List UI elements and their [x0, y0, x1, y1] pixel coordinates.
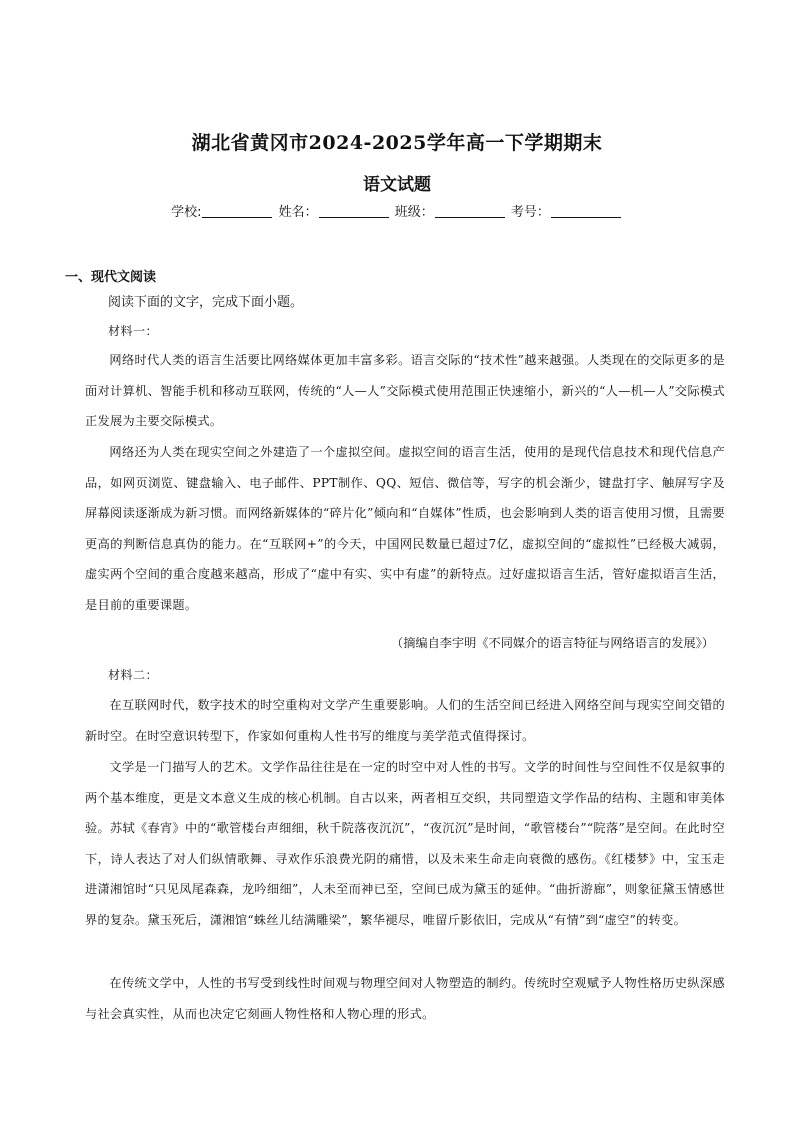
section-heading: 一、现代文阅读 — [65, 270, 157, 285]
name-blank[interactable] — [319, 217, 389, 218]
class-blank[interactable] — [435, 217, 505, 218]
school-label: 学校: — [171, 205, 202, 220]
school-blank[interactable] — [202, 217, 272, 218]
section-instruction: 阅读下面的文字，完成下面小题。 — [108, 295, 304, 310]
material-2-label: 材料二： — [108, 668, 159, 682]
number-blank[interactable] — [551, 217, 621, 218]
student-info-line — [0, 201, 794, 220]
material-2-paragraph-1: 在互联网时代，数字技术的时空重构对文学产生重要影响。人们的生活空间已经进入网络空间与现实空间交错的新时空。在时空意识转型下，作家如何重构人性书写的维度与美学范式值得探讨。 — [85, 698, 725, 743]
number-label: 考号： — [510, 205, 550, 220]
material-2-paragraph-2: 文学是一门描写人的艺术。文学作品往往是在一定的时空中对人性的书写。文学的时间性与空间性不仅是叙事的两个基本维度，更是文本意义生成的核心机制。自古以来，两者相互交织，共同塑造文学作品的结构、主题和审美体验。苏轼《春宵》中的“歌管楼台声细细，秋千院落夜沉沉”，“夜沉沉”是时间，“歌管楼台”“院落”是空间。在此时空下，诗人表达了对人们纵情歌舞、寻欢作乐浪费光阴的痛惜，以及未来生命走向衰微的感伤。《红楼梦》中，宝玉走进潇湘馆时“只见凤尾森森，龙吟细细”，人未至而神已至，空间已成为黛玉的延伸。“曲折游廊”，则象征黛玉情感世界的复杂。黛玉死后，潇湘馆“蛛丝儿结满雕梁”，繁华褪尽，唯留斤影依旧，完成从“有情”到“虚空”的转变。 — [85, 760, 725, 927]
name-label: 姓名： — [278, 205, 318, 220]
material-1-paragraph-2: 网络还为人类在现实空间之外建造了一个虚拟空间。虚拟空间的语言生活，使用的是现代信息技术和现代信息产品，如网页浏览、键盘输入、电子邮件、PPT制作、QQ、短信、微信等，写字的机会渐少，键盘打字、触屏写字及屏幕阅读逐渐成为新习惯。而网络新媒体的“碎片化”倾向和“自媒体”性质，也会影响到人类的语言使用习惯，且需要更高的判断信息真伪的能力。在“互联网+”的今天，中国网民数量已超过7亿，虚拟空间的“虚拟性”已经极大减弱，虚实两个空间的重合度越来越高，形成了“虚中有实、实中有虚”的新特点。过好虚拟语言生活，管好虚拟语言生活，是目前的重要课题。 — [85, 445, 725, 612]
exam-title: 湖北省黄冈市2024-2025学年高一下学期期末 — [191, 132, 603, 154]
material-1-paragraph-1: 网络时代人类的语言生活要比网络媒体更加丰富多彩。语言交际的“技术性”越来越强。人类现在的交际更多的是面对计算机、智能手机和移动互联网，传统的“人—人”交际模式使用范围正快速缩小，新兴的“人—机—人”交际模式正发展为主要交际模式。 — [85, 353, 725, 428]
material-1-citation: （摘编自李宇明《不同媒介的语言特征与网络语言的发展》） — [391, 636, 714, 650]
exam-subtitle: 语文试题 — [363, 175, 431, 195]
material-2-paragraph-3: 在传统文学中，人性的书写受到线性时间观与物理空间对人物塑造的制约。传统时空观赋予人物性格历史纵深感与社会真实性，从而也决定它刻画人物性格和人物心理的形式。 — [85, 976, 725, 1021]
material-1-label: 材料一： — [108, 324, 159, 338]
class-label: 班级： — [394, 205, 434, 220]
